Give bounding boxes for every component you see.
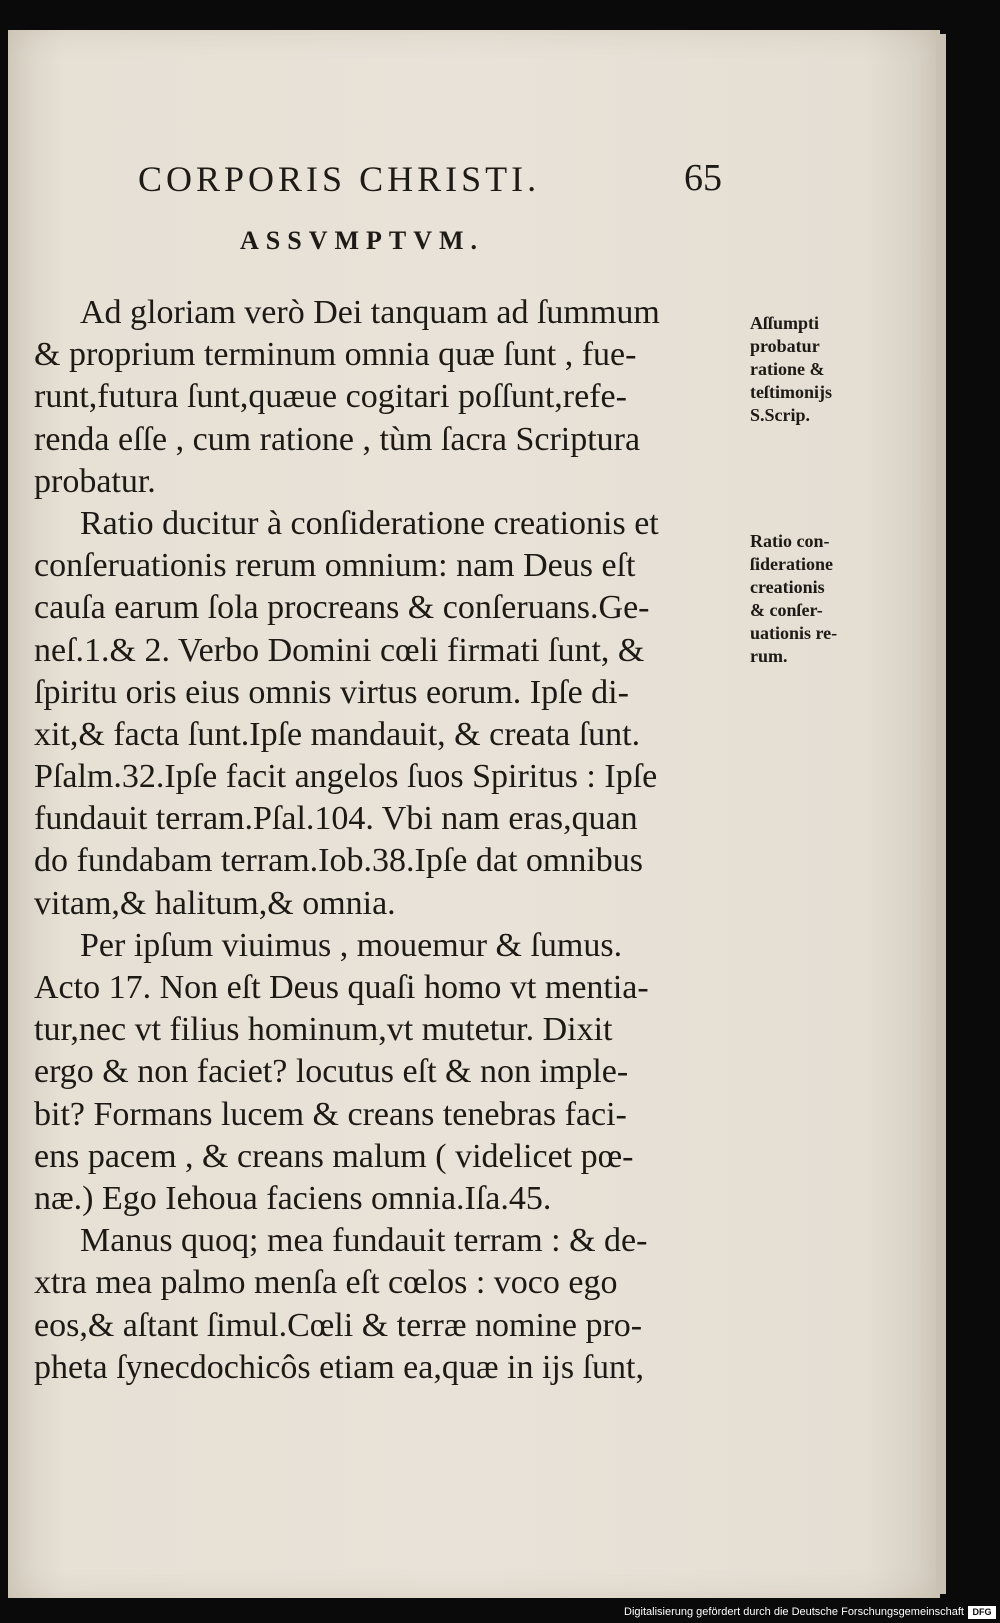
- text-line: neſ.1.& 2. Verbo Domini cœli firmati ſunt, &: [34, 631, 645, 669]
- text-line: cauſa earum ſola procreans & conſeruans.Ge-: [34, 589, 650, 627]
- text-line: xtra mea palmo menſa eſt cœlos : voco ego: [34, 1264, 618, 1302]
- text-line: ergo & non faciet? locutus eſt & non imple-: [34, 1053, 629, 1091]
- text-line: probatur.: [34, 462, 156, 500]
- page-number: 65: [684, 157, 722, 199]
- marginal-line: creationis: [750, 577, 825, 597]
- text-line: xit,& facta ſunt.Ipſe mandauit, & creata ſunt.: [34, 715, 641, 753]
- text-line: & proprium terminum omnia quæ ſunt , fue-: [34, 336, 637, 374]
- dfg-logo: DFG: [968, 1606, 996, 1619]
- text-line: Pſalm.32.Ipſe facit angelos ſuos Spiritus : Ipſe: [34, 758, 658, 796]
- marginal-line: probatur: [750, 336, 820, 356]
- footer-strip: [0, 1601, 1000, 1623]
- text-line: do fundabam terram.Iob.38.Ipſe dat omnibus: [34, 842, 644, 880]
- text-line: ſpiritu oris eius omnis virtus eorum. Ipſe di-: [34, 673, 629, 711]
- text-line: bit? Formans lucem & creans tenebras faci-: [34, 1095, 627, 1133]
- page-edge: [936, 34, 946, 1594]
- marginal-note-assumption: [750, 312, 890, 427]
- text-line: Per ipſum viuimus , mouemur & ſumus.: [80, 926, 623, 964]
- text-line: fundauit terram.Pſal.104. Vbi nam eras,quan: [34, 800, 638, 838]
- text-line: Acto 17. Non eſt Deus quaſi homo vt mentia-: [34, 969, 649, 1006]
- text-line: conſeruationis rerum omnium: nam Deus eſt: [34, 547, 636, 585]
- marginal-line: S.Scrip.: [750, 405, 811, 425]
- marginal-line: Aſſumpti: [750, 313, 820, 333]
- text-line: Ad gloriam verò Dei tanquam ad ſummum: [80, 294, 660, 331]
- digitization-credit: Digitalisierung gefördert durch die Deutsche Forschungsgemeinschaft: [624, 1606, 964, 1618]
- text-line: eos,& aſtant ſimul.Cœli & terræ nomine pro-: [34, 1306, 643, 1344]
- body-text: [34, 292, 734, 1389]
- marginal-line: ſideratione: [750, 554, 833, 574]
- marginal-line: rum.: [750, 646, 788, 666]
- text-line: næ.) Ego Iehoua faciens omnia.Iſa.45.: [34, 1179, 552, 1217]
- text-line: ens pacem , & creans malum ( videlicet pœ-: [34, 1137, 634, 1175]
- marginal-line: Ratio con-: [750, 531, 830, 551]
- marginal-line: uationis re-: [750, 623, 838, 643]
- section-heading: ASSVMPTVM.: [240, 226, 485, 255]
- marginal-line: & conſer-: [750, 600, 823, 620]
- marginal-note-ratio: [750, 530, 890, 668]
- text-line: renda eſſe , cum ratione , tùm ſacra Scriptura: [34, 420, 641, 458]
- running-head: CORPORIS CHRISTI.: [138, 159, 541, 199]
- marginal-line: teſtimonijs: [750, 382, 832, 402]
- text-line: Manus quoq; mea fundauit terram : & de-: [80, 1222, 648, 1260]
- book-page: [8, 30, 940, 1598]
- text-line: vitam,& halitum,& omnia.: [34, 884, 396, 922]
- text-line: tur,nec vt filius hominum,vt mutetur. Dixit: [34, 1011, 613, 1049]
- text-line: runt,futura ſunt,quæue cogitari poſſunt,refe-: [34, 378, 627, 416]
- text-line: pheta ſynecdochicôs etiam ea,quæ in ijs ſunt,: [34, 1348, 644, 1386]
- text-line: Ratio ducitur à conſideratione creationis et: [80, 504, 659, 542]
- marginal-line: ratione &: [750, 359, 825, 379]
